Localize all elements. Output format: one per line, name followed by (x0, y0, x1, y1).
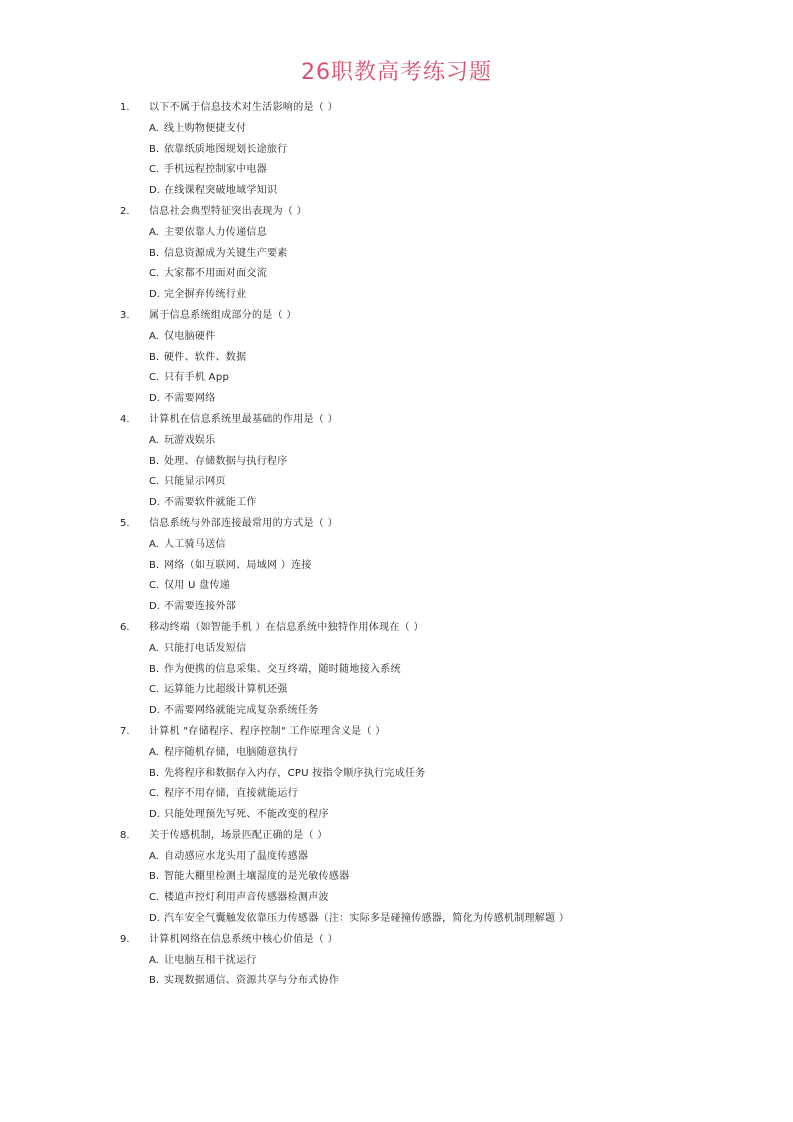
option-letter: D. (149, 601, 160, 613)
question-text: 计算机网络在信息系统中核心价值是（ ） (149, 933, 338, 945)
option-text: 仅电脑硬件 (164, 330, 216, 342)
option-letter: D. (149, 497, 160, 509)
option-letter: D. (149, 289, 160, 301)
option-row (0, 431, 793, 452)
option-letter: D. (149, 185, 160, 197)
option-row (0, 472, 793, 493)
option-letter: C. (149, 788, 160, 800)
question-number: 2. (120, 205, 130, 217)
option-row (0, 556, 793, 577)
option-letter: A. (149, 122, 159, 134)
option-row (0, 971, 793, 992)
question-stem (0, 514, 793, 535)
question-number: 1. (120, 102, 130, 113)
question-6 (0, 618, 793, 722)
option-row (0, 452, 793, 473)
option-letter: B. (149, 975, 160, 987)
option-row (0, 264, 793, 285)
option-row (0, 535, 793, 556)
option-text: 完全摒弃传统行业 (164, 289, 247, 301)
option-letter: C. (149, 268, 160, 280)
option-row (0, 639, 793, 660)
option-text: 智能大棚里检测土壤湿度的是光敏传感器 (164, 871, 350, 883)
option-text: 只能显示网页 (164, 476, 226, 488)
option-text: 作为便携的信息采集、交互终端，随时随地接入系统 (164, 663, 401, 675)
question-stem (0, 202, 793, 223)
option-letter: C. (149, 476, 160, 488)
option-letter: B. (149, 455, 160, 467)
option-text: 不需要连接外部 (164, 601, 237, 613)
option-letter: A. (149, 538, 159, 550)
option-text: 先将程序和数据存入内存，CPU 按指令顺序执行完成任务 (164, 767, 426, 779)
option-letter: C. (149, 684, 160, 696)
option-text: 程序随机存储，电脑随意执行 (164, 746, 298, 758)
question-stem (0, 826, 793, 847)
question-4 (0, 410, 793, 514)
question-number: 6. (120, 621, 130, 633)
option-text: 让电脑互相干扰运行 (164, 954, 257, 966)
option-text: 不需要网络就能完成复杂系统任务 (164, 705, 319, 717)
option-text: 硬件、软件、数据 (164, 351, 247, 363)
option-row (0, 784, 793, 805)
option-row (0, 701, 793, 722)
option-text: 只有手机 App (164, 372, 230, 384)
option-letter: A. (149, 746, 159, 758)
question-stem (0, 722, 793, 743)
option-letter: B. (149, 767, 160, 779)
option-row (0, 244, 793, 265)
option-letter: A. (149, 434, 159, 446)
option-row (0, 888, 793, 909)
option-letter: D. (149, 913, 160, 925)
option-text: 实现数据通信、资源共享与分布式协作 (164, 975, 340, 987)
option-letter: A. (149, 226, 159, 238)
option-text: 汽车安全气囊触发依靠压力传感器（注：实际多是碰撞传感器，简化为传感机制理解题 ） (164, 913, 570, 925)
option-text: 仅用 U 盘传递 (164, 580, 231, 592)
option-text: 手机远程控制家中电器 (164, 164, 267, 176)
question-2 (0, 202, 793, 306)
question-number: 5. (120, 517, 130, 529)
option-letter: C. (149, 372, 160, 384)
question-stem (0, 618, 793, 639)
option-letter: D. (149, 705, 160, 717)
option-letter: A. (149, 642, 159, 654)
option-text: 不需要软件就能工作 (164, 497, 257, 509)
option-letter: B. (149, 247, 160, 259)
option-row (0, 951, 793, 972)
option-letter: B. (149, 871, 160, 883)
option-text: 运算能力比超级计算机还强 (164, 684, 288, 696)
question-7 (0, 722, 793, 826)
option-text: 信息资源成为关键生产要素 (164, 247, 288, 259)
question-number: 9. (120, 933, 130, 945)
option-letter: D. (149, 393, 160, 405)
question-text: 信息社会典型特征突出表现为（ ） (149, 205, 307, 217)
option-row (0, 660, 793, 681)
option-row (0, 847, 793, 868)
question-stem (0, 98, 793, 119)
option-letter: C. (149, 892, 160, 904)
question-3 (0, 306, 793, 410)
question-text: 计算机在信息系统里最基础的作用是（ ） (149, 413, 338, 425)
option-row (0, 493, 793, 514)
option-text: 自动感应水龙头用了温度传感器 (164, 850, 309, 862)
option-letter: B. (149, 351, 160, 363)
question-text: 属于信息系统组成部分的是（ ） (149, 309, 297, 321)
option-text: 楼道声控灯利用声音传感器检测声波 (164, 892, 329, 904)
option-row (0, 119, 793, 140)
option-row (0, 368, 793, 389)
option-text: 玩游戏娱乐 (164, 434, 216, 446)
option-row (0, 181, 793, 202)
option-letter: D. (149, 809, 160, 821)
option-row (0, 743, 793, 764)
question-stem (0, 410, 793, 431)
option-letter: B. (149, 559, 160, 571)
option-text: 网络（如互联网、局域网 ）连接 (164, 559, 312, 571)
option-text: 在线课程突破地域学知识 (164, 185, 278, 197)
option-letter: C. (149, 580, 160, 592)
question-5 (0, 514, 793, 618)
option-row (0, 285, 793, 306)
question-text: 关于传感机制，场景匹配正确的是（ ） (149, 829, 328, 841)
option-row (0, 805, 793, 826)
option-letter: A. (149, 850, 159, 862)
option-letter: A. (149, 954, 159, 966)
option-row (0, 597, 793, 618)
option-text: 主要依靠人力传递信息 (164, 226, 267, 238)
option-row (0, 160, 793, 181)
option-row (0, 867, 793, 888)
option-text: 处理、存储数据与执行程序 (164, 455, 288, 467)
option-letter: B. (149, 143, 160, 155)
question-stem (0, 930, 793, 951)
option-letter: B. (149, 663, 160, 675)
question-text: 以下不属于信息技术对生活影响的是（ ） (149, 102, 338, 113)
question-number: 8. (120, 829, 130, 841)
question-8 (0, 826, 793, 930)
option-row (0, 576, 793, 597)
question-list (0, 98, 793, 992)
option-row (0, 348, 793, 369)
question-number: 4. (120, 413, 130, 425)
question-9 (0, 930, 793, 992)
question-text: 计算机 "存储程序、程序控制" 工作原理含义是（ ） (149, 725, 386, 737)
option-text: 只能处理预先写死、不能改变的程序 (164, 809, 329, 821)
option-text: 人工骑马送信 (164, 538, 226, 550)
question-number: 7. (120, 725, 130, 737)
option-text: 线上购物便捷支付 (164, 122, 247, 134)
page-title: 26职教高考练习题 (301, 60, 492, 85)
option-row (0, 680, 793, 701)
option-row (0, 223, 793, 244)
question-1 (0, 98, 793, 202)
question-stem (0, 306, 793, 327)
option-text: 大家都不用面对面交流 (164, 268, 267, 280)
option-row (0, 764, 793, 785)
question-text: 移动终端（如智能手机 ）在信息系统中独特作用体现在（ ） (149, 621, 424, 633)
option-row (0, 909, 793, 930)
option-letter: A. (149, 330, 159, 342)
option-row (0, 389, 793, 410)
question-text: 信息系统与外部连接最常用的方式是（ ） (149, 517, 338, 529)
question-number: 3. (120, 309, 130, 321)
option-text: 程序不用存储，直接就能运行 (164, 788, 298, 800)
option-text: 不需要网络 (164, 393, 216, 405)
option-text: 只能打电话发短信 (164, 642, 247, 654)
option-row (0, 140, 793, 161)
option-row (0, 327, 793, 348)
option-letter: C. (149, 164, 160, 176)
option-text: 依靠纸质地图规划长途旅行 (164, 143, 288, 155)
